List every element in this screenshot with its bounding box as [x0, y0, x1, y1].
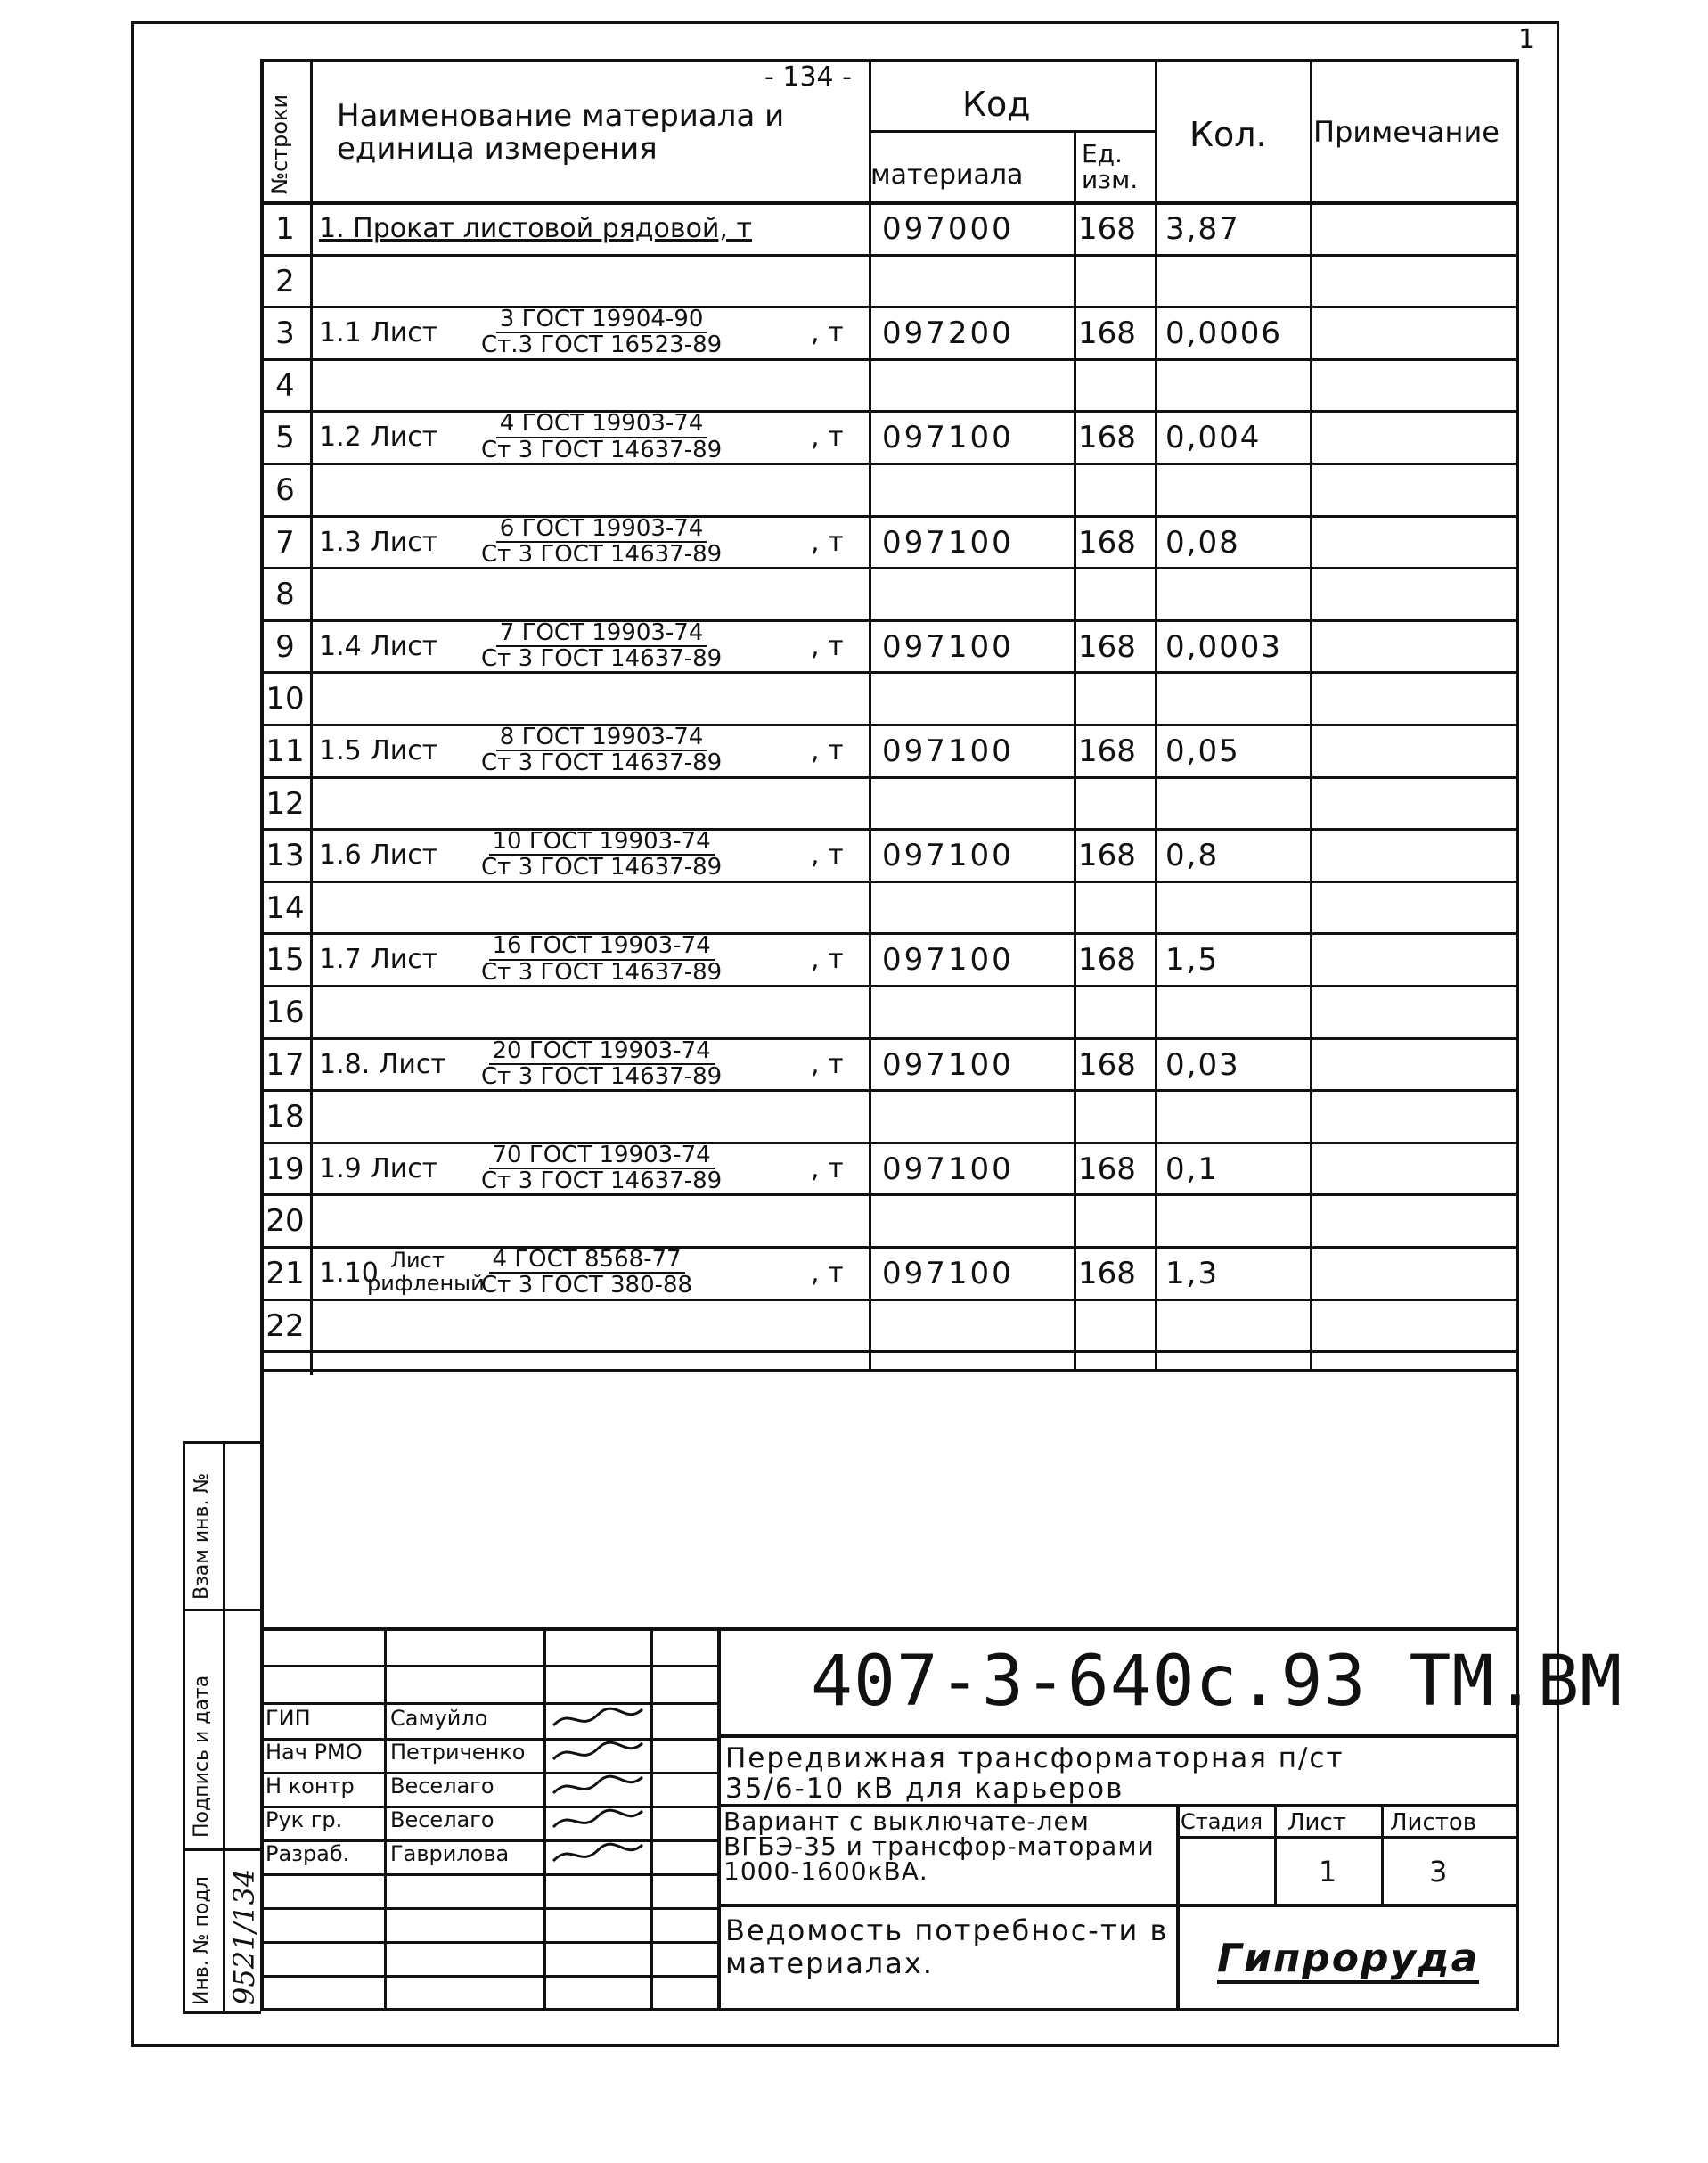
material-code: 097000 [882, 211, 1014, 247]
sheet-label: Лист [1287, 1809, 1346, 1836]
tb-stage-left [1176, 1804, 1180, 2011]
material-code: 097100 [882, 524, 1014, 561]
material-kind-bottom: рифленый [367, 1271, 485, 1296]
material-fraction [481, 412, 722, 463]
fraction-denominator: Ст 3 ГОСТ 14637-89 [481, 540, 723, 568]
sheet-corner-number: 1 [1518, 24, 1536, 55]
material-prefix: 1.6 Лист [319, 840, 438, 872]
signature-mark [549, 1770, 647, 1802]
header-bottom-line [260, 201, 1519, 205]
titleblock-top [260, 1627, 1519, 1631]
material-unit-suffix: , т [811, 944, 844, 976]
unit-code: 168 [1078, 942, 1136, 979]
material-code: 097100 [882, 1046, 1014, 1083]
side-stamp-left [183, 1441, 185, 2011]
unit-code: 168 [1078, 733, 1136, 769]
sheet-value: 1 [1319, 1855, 1337, 1889]
fraction-denominator: Ст 3 ГОСТ 14637-89 [481, 645, 723, 673]
row-number: 2 [275, 263, 295, 299]
material-prefix: 1.4 Лист [319, 630, 438, 662]
table-row-line [260, 410, 1519, 413]
tb-col-sign [650, 1627, 653, 2011]
row-number: 15 [266, 942, 305, 979]
row-number: 5 [275, 420, 295, 456]
fraction-numerator: 10 ГОСТ 19903-74 [489, 830, 715, 856]
row-number: 8 [275, 577, 295, 613]
unit-code: 168 [1078, 420, 1136, 456]
material-fraction [481, 621, 722, 672]
signature-mark [549, 1838, 647, 1870]
fraction-denominator: Ст 3 ГОСТ 14637-89 [481, 1168, 723, 1195]
person-name: Петриченко [390, 1740, 526, 1765]
person-role: Разраб. [266, 1841, 350, 1866]
table-bottom-line [260, 1369, 1519, 1372]
table-row-line [260, 1350, 1519, 1353]
fraction-denominator: Ст 3 ГОСТ 14637-89 [481, 1062, 723, 1090]
table-row-line [260, 1193, 1519, 1196]
table-row-line [260, 619, 1519, 622]
fraction-numerator: 4 ГОСТ 19903-74 [496, 412, 707, 438]
fraction-numerator: 16 ГОСТ 19903-74 [489, 934, 715, 960]
table-row-line [260, 358, 1519, 361]
material-unit-suffix: , т [811, 1152, 844, 1184]
side-podpis: Подпись и дата [191, 1675, 213, 1838]
material-fraction [481, 1248, 692, 1299]
fraction-numerator: 7 ГОСТ 19903-74 [496, 621, 707, 647]
material-prefix: 1.3 Лист [319, 526, 438, 558]
fraction-denominator: Ст 3 ГОСТ 14637-89 [481, 958, 723, 986]
side-stamp-sep1 [183, 1609, 261, 1611]
material-unit-suffix: , т [811, 317, 844, 349]
row-number: 7 [275, 524, 295, 561]
side-stamp-sep2 [183, 1848, 261, 1851]
material-code: 097100 [882, 942, 1014, 979]
row-number: 13 [266, 838, 305, 874]
material-prefix: 1.10 [319, 1258, 379, 1289]
material-fraction [481, 514, 723, 568]
fraction-numerator: 3 ГОСТ 19904-90 [496, 307, 707, 333]
material-code: 097100 [882, 733, 1014, 769]
person-name: Веселаго [390, 1807, 494, 1832]
quantity: 0,08 [1165, 524, 1240, 561]
table-row-line [260, 306, 1519, 308]
tb-col-name [543, 1627, 546, 2011]
signature-mark [549, 1702, 647, 1734]
project-name: Передвижная трансформаторная п/ст 35/6-10 кВ для карьеров [725, 1742, 1344, 1806]
tb-left-row10 [260, 1975, 717, 1978]
unit-code: 168 [1078, 211, 1136, 247]
row-number: 10 [266, 681, 305, 717]
header-code: Код [962, 85, 1031, 124]
table-row-line [260, 828, 1519, 831]
tb-left-row8 [260, 1907, 717, 1910]
quantity: 0,0006 [1165, 315, 1282, 352]
quantity: 3,87 [1165, 211, 1240, 247]
sheets-label: Листов [1390, 1809, 1477, 1836]
quantity: 0,004 [1165, 420, 1262, 456]
person-name: Веселаго [390, 1774, 494, 1798]
row-number: 9 [275, 628, 295, 665]
material-code: 097100 [882, 1256, 1014, 1291]
quantity: 0,05 [1165, 733, 1240, 769]
material-fraction [481, 830, 722, 881]
unit-code: 168 [1078, 524, 1136, 561]
variant-text: Вариант с выключате-лем ВГБЭ-35 и трансфор-маторами 1000-1600кВА. [723, 1807, 1155, 1886]
table-row-line [260, 1037, 1519, 1040]
page-marker: - 134 - [764, 61, 852, 93]
row-number: 21 [266, 1256, 305, 1291]
quantity: 0,8 [1165, 838, 1220, 874]
table-row-line [260, 463, 1519, 465]
fraction-numerator: 6 ГОСТ 19903-74 [496, 517, 707, 543]
sheets-value: 3 [1429, 1855, 1448, 1889]
code-subheader-line [869, 130, 1155, 133]
material-code: 097200 [882, 315, 1014, 352]
material-fraction [481, 934, 722, 985]
fraction-denominator: Ст.3 ГОСТ 16523-89 [481, 332, 723, 359]
material-fraction [481, 1036, 723, 1090]
org-logo: Гипроруда [1217, 1939, 1479, 1984]
tb-sheets-left [1381, 1804, 1384, 1904]
material-prefix: 1.8. Лист [319, 1048, 446, 1080]
side-stamp-top [183, 1441, 261, 1444]
tb-col-role [384, 1627, 387, 2011]
tb-left-row1 [260, 1665, 717, 1667]
row-number: 6 [275, 472, 295, 508]
side-stamp-bottom [183, 2011, 261, 2014]
material-unit-suffix: , т [811, 630, 844, 662]
header-code-material: материала [870, 160, 1024, 191]
row-number: 4 [275, 367, 295, 404]
table-row-line [260, 985, 1519, 987]
table-row-line [260, 567, 1519, 569]
tb-code-bottom [717, 1734, 1519, 1738]
side-inv-value: 9521/134 [227, 1868, 261, 2005]
unit-code: 168 [1078, 1256, 1136, 1291]
fraction-denominator: Ст 3 ГОСТ 14637-89 [481, 750, 723, 777]
row-number: 19 [266, 1151, 305, 1187]
unit-code: 168 [1078, 628, 1136, 665]
row-number: 11 [266, 733, 305, 769]
material-prefix: 1.7 Лист [319, 944, 438, 976]
fraction-numerator: 8 ГОСТ 19903-74 [496, 725, 707, 751]
material-unit-suffix: , т [811, 526, 844, 558]
doc-code: 407-3-640с.93 ТМ.ВМ [811, 1642, 1623, 1722]
material-unit-suffix: , т [811, 1048, 844, 1080]
side-vzam: Взам инв. № [191, 1472, 213, 1600]
table-row-line [260, 1142, 1519, 1144]
table-row-line [260, 881, 1519, 883]
unit-code: 168 [1078, 1151, 1136, 1187]
material-unit-suffix: , т [811, 840, 844, 872]
row-number: 14 [266, 889, 305, 926]
material-prefix: 1.9 Лист [319, 1152, 438, 1184]
table-row-line [260, 724, 1519, 726]
tb-left-row9 [260, 1941, 717, 1944]
fraction-numerator: 20 ГОСТ 19903-74 [489, 1039, 715, 1065]
table-row-line [260, 932, 1519, 935]
material-code: 097100 [882, 838, 1014, 874]
header-note: Примечание [1313, 115, 1500, 149]
table-row-line [260, 1299, 1519, 1301]
quantity: 1,5 [1165, 942, 1220, 979]
row-number: 17 [266, 1046, 305, 1083]
side-inv-podl: Инв. № подл [191, 1876, 213, 2005]
doc-title: Ведомость потребнос-ти в материалах. [725, 1913, 1169, 1980]
fraction-numerator: 70 ГОСТ 19903-74 [489, 1143, 715, 1169]
row-number: 12 [266, 785, 305, 822]
material-unit-suffix: , т [811, 1258, 844, 1289]
signature-mark [549, 1736, 647, 1768]
material-code: 097100 [882, 628, 1014, 665]
tb-sheet-left [1274, 1804, 1277, 1904]
row-number: 22 [266, 1307, 305, 1344]
person-role: Н контр [266, 1774, 355, 1798]
material-code: 097100 [882, 420, 1014, 456]
material-prefix: 1.5 Лист [319, 735, 438, 766]
tb-stage-header-bottom [1176, 1836, 1519, 1839]
fraction-denominator: Ст 3 ГОСТ 14637-89 [481, 436, 723, 463]
table-row-line [260, 776, 1519, 779]
header-code-unit: Ед. изм. [1082, 139, 1139, 195]
unit-code: 168 [1078, 838, 1136, 874]
unit-code: 168 [1078, 1046, 1136, 1083]
table-row-line [260, 1089, 1519, 1092]
fraction-numerator: 4 ГОСТ 8568-77 [489, 1248, 685, 1274]
unit-code: 168 [1078, 315, 1136, 352]
quantity: 1,3 [1165, 1256, 1220, 1291]
row-number: 16 [266, 995, 305, 1030]
side-stamp-mid [223, 1441, 225, 2011]
material-prefix: 1.1 Лист [319, 317, 438, 349]
fraction-denominator: Ст 3 ГОСТ 14637-89 [481, 854, 723, 881]
header-row-no: №строки [267, 94, 292, 194]
tb-variant-bottom [717, 1904, 1519, 1907]
person-role: Рук гр. [266, 1807, 343, 1832]
row-number: 3 [275, 315, 295, 352]
tb-left-row2 [260, 1702, 717, 1705]
material-unit-suffix: , т [811, 422, 844, 454]
quantity: 0,1 [1165, 1151, 1220, 1187]
header-name: Наименование материала и единица измерения [337, 98, 785, 168]
table-row-line [260, 254, 1519, 257]
material-unit-suffix: , т [811, 735, 844, 766]
signature-mark [549, 1804, 647, 1836]
person-role: Нач РМО [266, 1740, 363, 1765]
material-prefix: 1.2 Лист [319, 422, 438, 454]
person-role: ГИП [266, 1706, 311, 1731]
col-divider-code [1074, 130, 1076, 1369]
quantity: 0,0003 [1165, 628, 1282, 665]
person-name: Самуйло [390, 1706, 488, 1731]
stage-label: Стадия [1181, 1809, 1263, 1834]
table-row-line [260, 1246, 1519, 1249]
material-fraction [481, 725, 722, 776]
fraction-denominator: Ст 3 ГОСТ 380-88 [481, 1272, 693, 1299]
table-row-line [260, 671, 1519, 674]
row-number: 20 [266, 1203, 305, 1240]
header-qty: Кол. [1189, 115, 1267, 154]
material-fraction [481, 307, 722, 358]
quantity: 0,03 [1165, 1046, 1240, 1083]
tb-left-row7 [260, 1873, 717, 1876]
person-name: Гаврилова [390, 1841, 510, 1866]
material-fraction [481, 1143, 722, 1194]
row-number: 1 [275, 211, 295, 247]
material-kind-top: Лист [390, 1248, 445, 1273]
material-name: 1. Прокат листовой рядовой, т [319, 213, 752, 244]
tb-col-date [717, 1627, 721, 2011]
table-row-line [260, 515, 1519, 518]
row-number: 18 [266, 1099, 305, 1135]
material-code: 097100 [882, 1151, 1014, 1187]
